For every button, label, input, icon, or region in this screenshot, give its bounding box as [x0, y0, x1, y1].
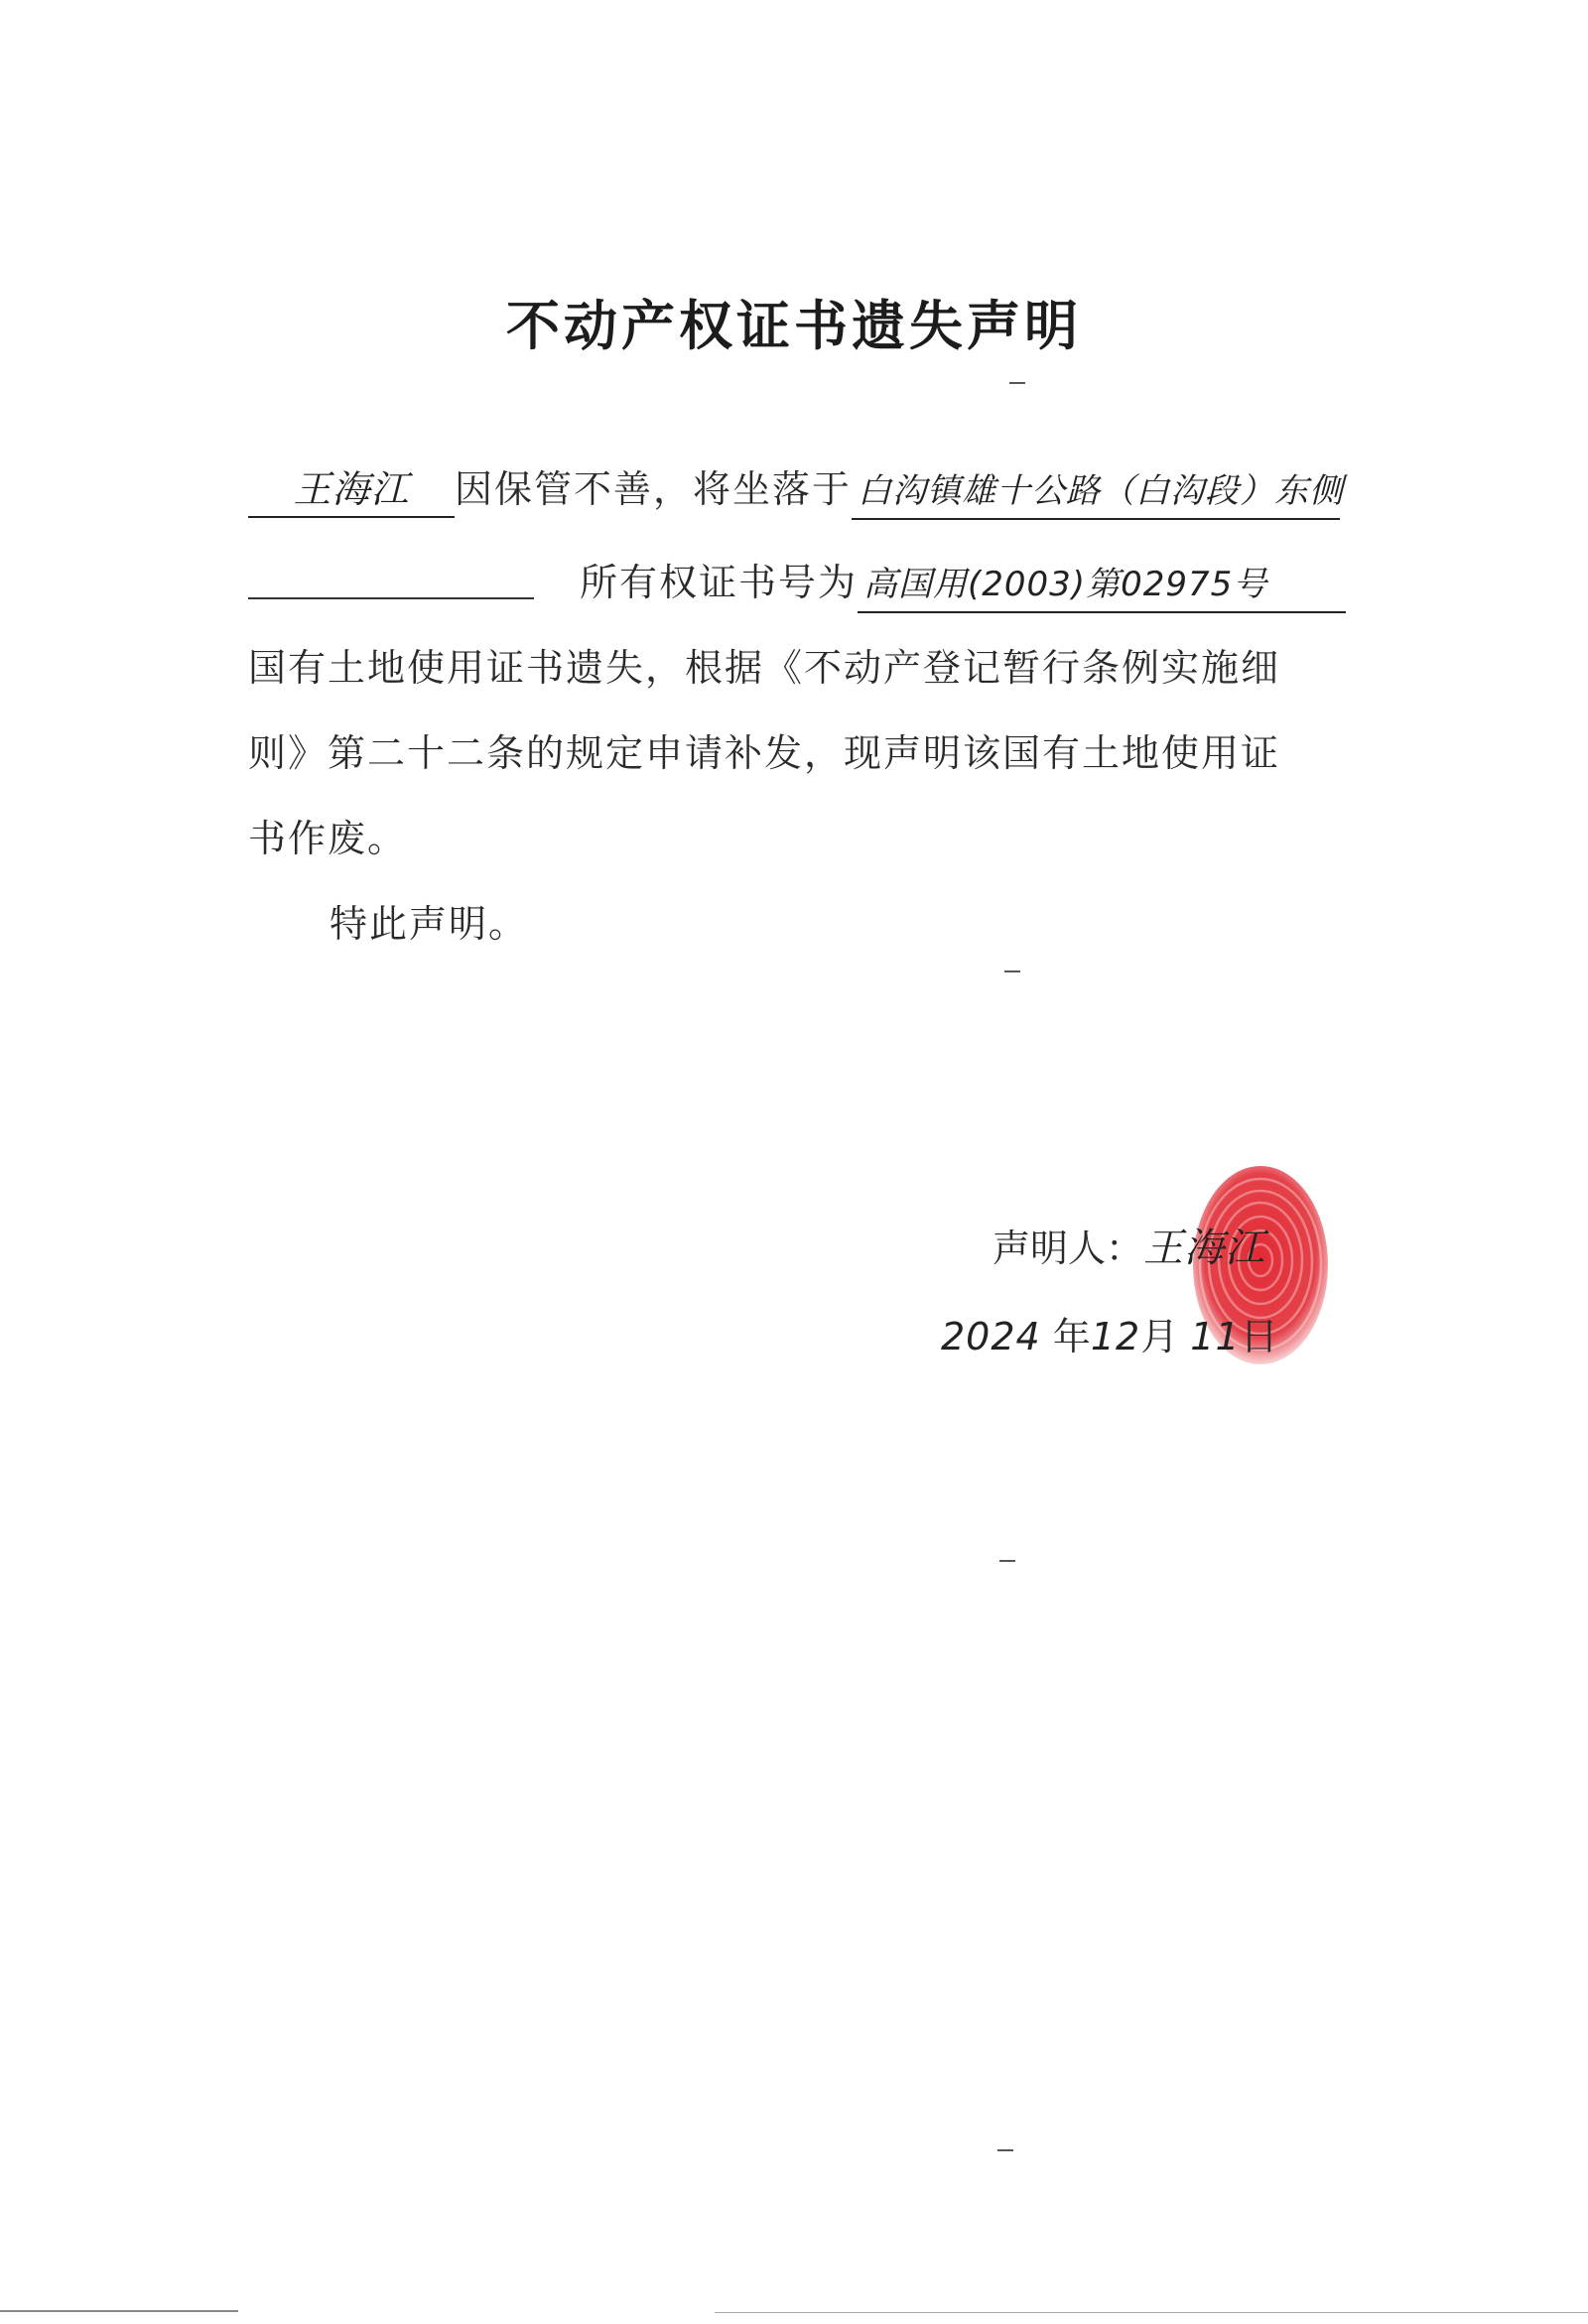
scan-edge-line	[0, 2310, 238, 2312]
date-year: 2024	[941, 1315, 1041, 1358]
statement-closing: 特此声明。	[330, 902, 529, 946]
handwritten-name: 王海江	[248, 464, 455, 518]
date-year-char: 年	[1052, 1315, 1091, 1358]
statement-line-4: 则》第二十二条的规定申请补发，现声明该国有土地使用证	[248, 731, 1281, 775]
statement-line-2	[580, 558, 1346, 613]
statement-line-5: 书作废。	[248, 817, 408, 860]
signer-line	[992, 1224, 1265, 1273]
blank-underline	[248, 597, 534, 599]
date-month: 12	[1090, 1315, 1141, 1358]
signer-label: 声明人：	[992, 1227, 1144, 1270]
scan-mark	[1009, 382, 1025, 384]
handwritten-cert-number: 高国用(2003)第02975号	[858, 560, 1346, 613]
date-month-char: 月	[1140, 1315, 1179, 1358]
scan-mark	[999, 1560, 1015, 1562]
document-title: 不动产权证书遗失声明	[506, 295, 1082, 357]
statement-line-1	[248, 464, 1345, 520]
date-day-char: 日	[1240, 1315, 1278, 1358]
scan-edge-line	[715, 2312, 1588, 2313]
statement-text-2: 所有权证书号为	[580, 561, 859, 604]
handwritten-location: 白沟镇雄十公路（白沟段）东侧	[852, 466, 1340, 520]
scan-mark	[1004, 970, 1020, 972]
date-day: 11	[1190, 1315, 1241, 1358]
statement-text-1: 因保管不善，将坐落于	[455, 467, 853, 511]
handwritten-signature: 王海江	[1143, 1226, 1266, 1271]
statement-line-3: 国有土地使用证书遗失，根据《不动产登记暂行条例实施细	[248, 646, 1281, 690]
signature-date	[941, 1312, 1278, 1361]
scan-mark	[997, 2149, 1013, 2151]
